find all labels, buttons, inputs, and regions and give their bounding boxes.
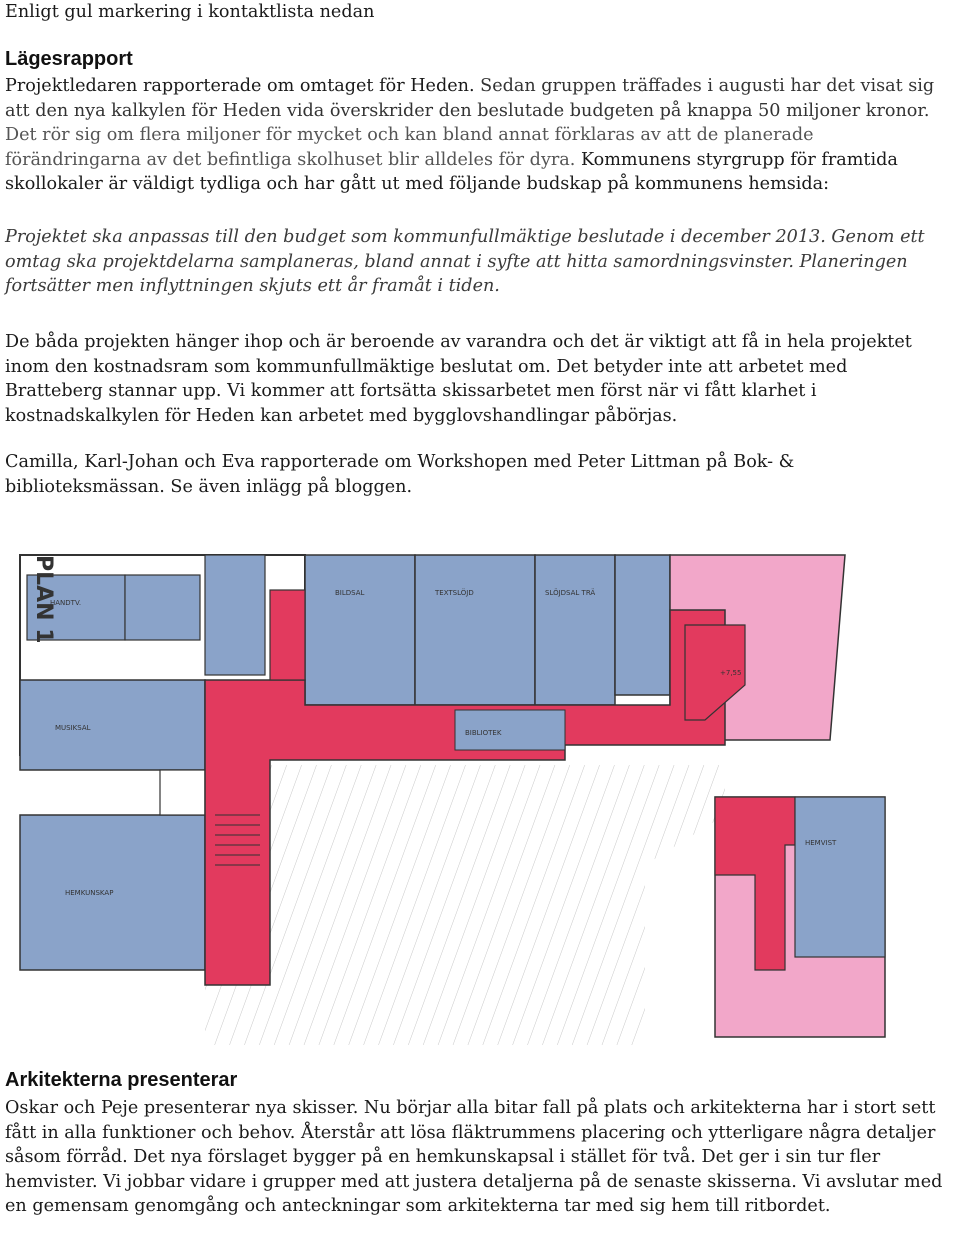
room-label: HEMKUNSKAP — [65, 889, 114, 897]
section-heading-status-report: Lägesrapport — [5, 48, 133, 70]
room-bildsal — [305, 555, 415, 705]
status-sentence-4: Kommunens styrgrupp för framtida skollokaler är väldigt tydliga och har gått ut med följande budskap på kommunens hemsida: — [5, 149, 898, 194]
room-blue-east — [615, 555, 670, 695]
room-label: HEMVIST — [805, 839, 837, 847]
dimension-label: +7,55 — [720, 669, 742, 677]
plan-title: PLAN 1 — [31, 555, 56, 644]
room-slojdsal — [535, 555, 615, 705]
status-sentence-2: Sedan gruppen träffades i augusti har det visat sig att den nya kalkylen för Heden vida överskrider den beslutade budgeten på knappa 50 miljoner kronor. — [5, 76, 935, 121]
room-studio — [160, 770, 205, 815]
status-sentence-1: Projektledaren rapporterade om omtaget för Heden. — [5, 76, 475, 96]
room-kok — [205, 555, 265, 675]
architects-paragraph: Oskar och Peje presenterar nya skisser. Nu börjar alla bitar fall på plats och arkitekterna har i stort sett fått in alla funktioner och behov. Återstår att lösa fläktrummens placering och ytterligare några detaljer såsom förråd. Det nya förslaget bygger på en hemkunskapsal i stället för två. Det ger i sin tur fler hemvister. Vi jobbar vidare i grupper med att justera detaljerna på de senaste skisserna. Vi avslutar med en gemensam genomgång och anteckningar som arkitekterna tar med sig hem till ritbordet. — [5, 1098, 943, 1216]
stair-red-west — [270, 590, 305, 680]
status-paragraph — [5, 74, 950, 197]
room-label: BILDSAL — [335, 589, 365, 597]
room-storage-1 — [125, 575, 200, 640]
room-label: SLÖJDSAL TRÄ — [545, 589, 596, 597]
projects-paragraph: De båda projekten hänger ihop och är beroende av varandra och det är viktigt att få in hela projektet inom den kostnadsram som kommunfullmäktige beslutat om. Det betyder inte att arbetet med Bratteberg stannar upp. Vi kommer att fortsätta skissarbetet men först när vi fått klarhet i kostnadskalkylen för Heden kan arbetet med bygglovshandlingar påbörjas. — [5, 332, 912, 426]
status-sentence-3: Det rör sig om flera miljoner för mycket och kan bland annat förklaras av att de planerade förändringarna av det befintliga skolhuset blir alldeles för dyra. — [5, 125, 814, 170]
workshop-paragraph: Camilla, Karl-Johan och Eva rapporterade om Workshopen med Peter Littman på Bok- & biblioteksmässan. Se även inlägg på bloggen. — [5, 452, 795, 497]
floor-plan-image — [5, 515, 954, 1045]
room-hemvist — [795, 797, 885, 957]
section-heading-architects: Arkitekterna presenterar — [5, 1069, 238, 1091]
room-textslojd — [415, 555, 535, 705]
room-musiksal — [20, 680, 205, 770]
municipality-quote: Projektet ska anpassas till den budget som kommunfullmäktige beslutade i december 2013. Genom ett omtag ska projektdelarna samplaneras, bland annat i syfte att hitta samordningsvinster. Planeringen fortsätter men inflyttningen skjuts ett år framåt i tiden. — [5, 227, 925, 296]
room-label: HANDTV. — [50, 599, 82, 607]
contact-list-note: Enligt gul markering i kontaktlista nedan — [5, 2, 375, 22]
room-label: TEXTSLÖJD — [435, 589, 474, 597]
room-label: MUSIKSAL — [55, 724, 91, 732]
room-label: BIBLIOTEK — [465, 729, 502, 737]
